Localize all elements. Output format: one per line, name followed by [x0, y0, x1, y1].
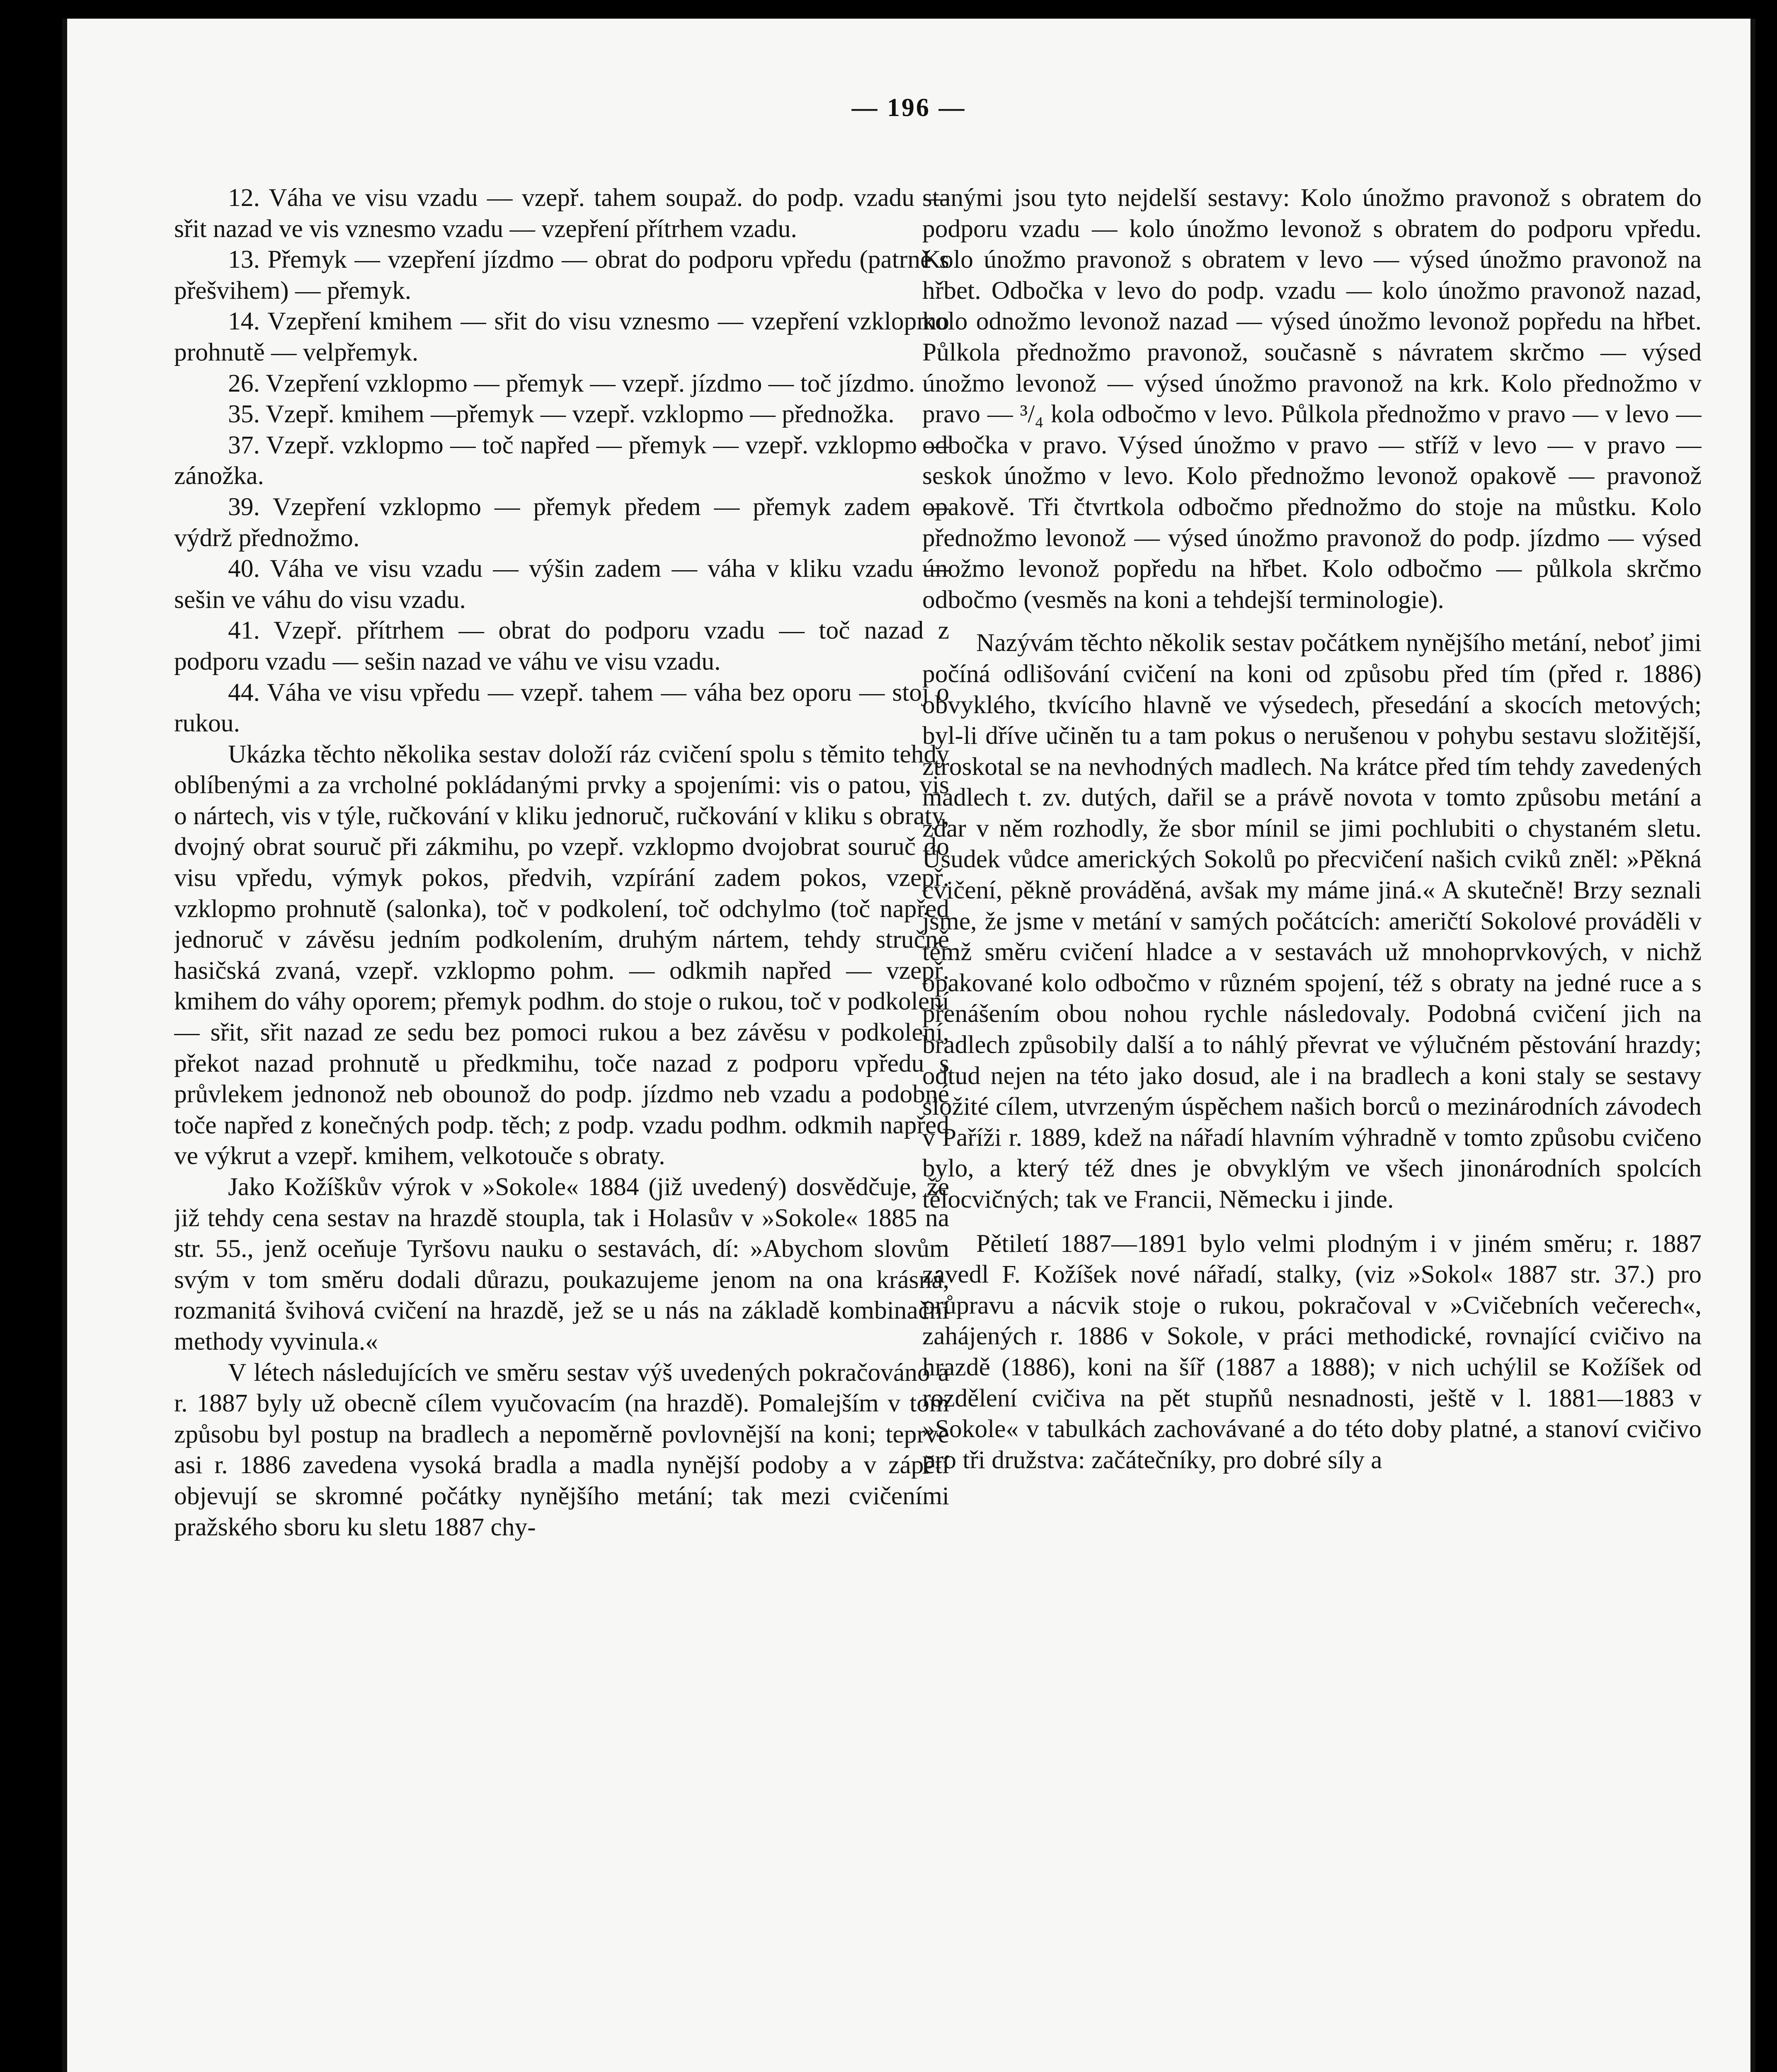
paragraph: stanými jsou tyto nejdelší sestavy: Kolo únožmo pravonož s obratem do podporu vzadu — kolo únožmo levonož s obratem do podporu vpředu. Kolo únožmo pravonož s obratem v levo — výsed únožmo pravonož na hřbet. Odbočka v levo do podp. vzadu — kolo únožmo pravonož nazad, kolo odnožmo levonož nazad — výsed únožmo levonož popředu na hřbet. Půlkola přednožmo pravonož, současně s návratem skrčmo — výsed únožmo levonož — výsed únožmo pravonož na krk. Kolo přednožmo v pravo — ³/₄ kola odbočmo v levo. Půlkola přednožmo v pravo — v levo — odbočka v pravo. Výsed únožmo v pravo — stříž v levo — v pravo — seskok únožmo v levo. Kolo přednožmo levonož opakově — pravonož opakově. Tři čtvrtkola odbočmo přednožmo do stoje na můstku. Kolo přednožmo levonož — výsed únožmo pravonož do podp. jízdmo — výsed únožmo levonož popředu na hřbet. Kolo odbočmo — půlkola skrčmo odbočmo (vesměs na koni a tehdejší terminologie).	[922, 184, 1702, 614]
page-number: — 196 —	[851, 94, 966, 122]
paragraph: 41. Vzepř. přítrhem — obrat do podporu vzadu — toč nazad z podporu vzadu — sešin nazad ve váhu ve visu vzadu.	[174, 616, 949, 675]
paragraph: 35. Vzepř. kmihem —přemyk — vzepř. vzklopmo — přednožka.	[228, 400, 895, 428]
paragraph: Jako Kožíškův výrok v »Sokole« 1884 (již uvedený) dosvědčuje, že již tehdy cena sestav na hrazdě stoupla, tak i Holasův v »Sokole« 1885 na str. 55., jenž oceňuje Tyršovu nauku o sestavách, dí: »Abychom slovům svým v tom směru dodali důrazu, poukazujeme jenom na ona krásná, rozmanitá švihová cvičení na hrazdě, jež se u nás na základě kombinační methody vyvinula.«	[174, 1173, 949, 1356]
left-column	[174, 182, 949, 2072]
paragraph: 13. Přemyk — vzepření jízdmo — obrat do podporu vpředu (patrně s přešvihem) — přemyk.	[174, 245, 949, 305]
paragraph: Nazývám těchto několik sestav počátkem nynějšího metání, neboť jimi počíná odlišování cvičení na koni od způsobu před tím (před r. 1886) obvyklého, tkvícího hlavně ve výsedech, přesedání a skocích metových; byl-li dříve učiněn tu a tam pokus o nerušenou v pohybu sestavu složitější, ztroskotal se na nevhodných madlech. Na krátce před tím tehdy zavedených madlech t. zv. dutých, dařil se a právě novota v tomto způsobu metání a zdar v něm rozhodly, že sbor mínil se jimi pochlubiti o chystaném sletu. Úsudek vůdce amerických Sokolů po přecvičení našich cviků zněl: »Pěkná cvičení, pěkně prováděná, avšak my máme jiná.« A skutečně! Brzy seznali jsme, že jsme v metání v samých počátcích: američtí Sokolové prováděli v témž směru cvičení hladce a v sestavách už mnohoprvkových, v nichž opakované kolo odbočmo v různém spojení, též s obraty na jedné ruce a s přenášením obou nohou rychle následovaly. Podobná cvičení jich na bradlech způsobily další a to náhlý převrat ve výlučném pěstování hrazdy; odtud nejen na této jako dosud, ale i na bradlech a koni staly se sestavy složité cílem, utvrzeným úspěchem našich borců o mezinárodních závodech v Paříži r. 1889, kdež na nářadí hlavním výhradně v tomto způsobu cvičeno bylo, a který též dnes je obvyklým ve všech jinonárodních spolcích tělocvičných; tak ve Francii, Německu i jinde.	[922, 629, 1702, 1213]
paragraph: 39. Vzepření vzklopmo — přemyk předem — přemyk zadem — výdrž přednožmo.	[174, 492, 949, 552]
paragraph: 14. Vzepření kmihem — sřit do visu vznesmo — vzepření vzklopmo prohnutě — velpřemyk.	[174, 307, 949, 366]
page-left-edge	[62, 19, 67, 2072]
page-right-edge	[1750, 19, 1755, 2072]
right-column	[922, 182, 1702, 2072]
paragraph: 26. Vzepření vzklopmo — přemyk — vzepř. jízdmo — toč jízdmo.	[228, 369, 915, 397]
paragraph: 37. Vzepř. vzklopmo — toč napřed — přemyk — vzepř. vzklopmo — zánožka.	[174, 431, 949, 490]
paragraph: Pětiletí 1887—1891 bylo velmi plodným i v jiném směru; r. 1887 zavedl F. Kožíšek nové nářadí, stalky, (viz »Sokol« 1887 str. 37.) pro průpravu a nácvik stoje o rukou, pokračoval v »Cvičebních večerech«, zahájených r. 1886 v Sokole, v práci methodické, rovnající cvičivo na hrazdě (1886), koni na šíř (1887 a 1888); v nich uchýlil se Kožíšek od rozdělení cvičiva na pět stupňů nesnadnosti, ještě v l. 1881—1883 v »Sokole« v tabulkách zachovávané a do této doby platné, a stanoví cvičivo pro tři družstva: začátečníky, pro dobré síly a	[922, 1229, 1702, 1474]
paragraph: V létech následujících ve směru sestav výš uvedených pokračováno a r. 1887 byly už obecně cílem vyučovacím (na hrazdě). Pomalejším v tom způsobu byl postup na bradlech a nepoměrně povlovnější na koni; teprve asi r. 1886 zavedena vysoká bradla a madla nynější podoby a v zápětí objevují se skromné počátky nynějšího metání; tak mezi cvičeními pražského sboru ku sletu 1887 chy-	[174, 1358, 949, 1541]
paragraph: 44. Váha ve visu vpředu — vzepř. tahem — váha bez oporu — stoj o rukou.	[174, 678, 949, 738]
paragraph: 40. Váha ve visu vzadu — výšin zadem — váha v kliku vzadu — sešin ve váhu do visu vzadu.	[174, 554, 949, 614]
document-page	[62, 19, 1755, 2072]
paragraph: Ukázka těchto několika sestav doloží ráz cvičení spolu s těmito tehdy oblíbenými a za vrcholné pokládanými prvky a spojeními: vis o patou, vis o nártech, vis v týle, ručkování v kliku jednoruč, ručkování v kliku s obraty, dvojný obrat souruč při zákmihu, po vzepř. vzklopmo dvojobrat souruč do visu vpředu, výmyk pokos, předvih, vzpírání zadem pokos, vzepř. vzklopmo prohnutě (salonka), toč v podkolení, toč odchylmo (toč napřed jednoruč v závěsu jedním podkolením, druhým nártem, tehdy stručně hasičská zvaná, vzepř. vzklopmo pohm. — odkmih napřed — vzepř. kmihem do váhy oporem; přemyk podhm. do stoje o rukou, toč v podkolení — sřit, sřit nazad ze sedu bez pomoci rukou a bez závěsu v podkolení, překot nazad prohnutě u předkmihu, toče nazad z podporu vpředu s průvlekem jednonož neb obounož do podp. jízdmo neb vzadu a podobné toče napřed z konečných podp. těch; z podp. vzadu podhm. odkmih napřed ve výkrut a vzepř. kmihem, velkotouče s obraty.	[174, 740, 949, 1170]
paragraph: 12. Váha ve visu vzadu — vzepř. tahem soupaž. do podp. vzadu — sřit nazad ve vis vznesmo vzadu — vzepření přítrhem vzadu.	[174, 184, 949, 243]
